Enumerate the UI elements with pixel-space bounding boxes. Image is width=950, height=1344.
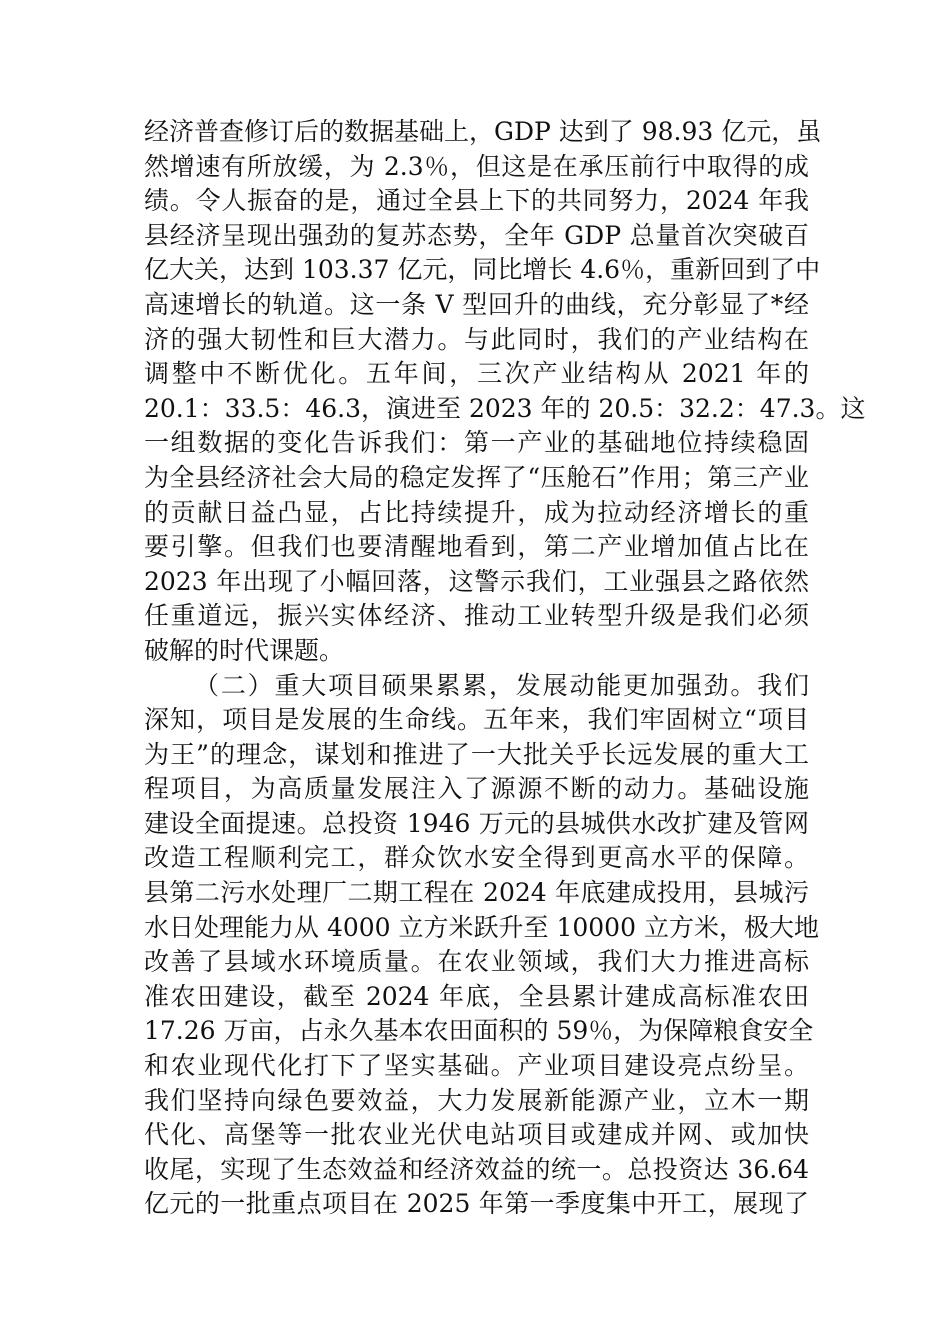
text-line: 亿大关，达到 103.37 亿元，同比增长 4.6％，重新回到了中 <box>144 255 821 285</box>
paragraph-end-line: 破解的时代课题。 <box>144 635 345 665</box>
text-line: 要引擎。但我们也要清醒地看到，第二产业增加值占比在 <box>144 532 809 562</box>
text-line: 准农田建设，截至 2024 年底，全县累计建成高标准农田 <box>144 981 809 1011</box>
text-line: 为王”的理念，谋划和推进了一大批关乎长远发展的重大工 <box>144 739 809 769</box>
body-text <box>144 115 866 1222</box>
text-line: 17.26 万亩，占永久基本农田面积的 59％，为保障粮食安全 <box>144 1016 814 1046</box>
text-line: 县经济呈现出强劲的复苏态势，全年 GDP 总量首次突破百 <box>144 220 809 250</box>
text-line: 水日处理能力从 4000 立方米跃升至 10000 立方米，极大地 <box>144 912 819 942</box>
text-line: 一组数据的变化告诉我们：第一产业的基础地位持续稳固 <box>144 428 809 458</box>
section-heading-line: （二）重大项目硕果累累，发展动能更加强劲。我们 <box>194 670 809 700</box>
text-line: 任重道远，振兴实体经济、推动工业转型升级是我们必须 <box>144 601 809 631</box>
text-line: 收尾，实现了生态效益和经济效益的统一。总投资达 36.64 <box>144 1154 809 1184</box>
text-line: 深知，项目是发展的生命线。五年来，我们牢固树立“项目 <box>144 705 809 735</box>
text-line: 程项目，为高质量发展注入了源源不断的动力。基础设施 <box>144 774 809 804</box>
text-line: 和农业现代化打下了坚实基础。产业项目建设亮点纷呈。 <box>144 1051 809 1081</box>
text-line: 2023 年出现了小幅回落，这警示我们，工业强县之路依然 <box>144 566 809 596</box>
text-line: 为全县经济社会大局的稳定发挥了“压舱石”作用；第三产业 <box>144 462 809 492</box>
text-line: 济的强大韧性和巨大潜力。与此同时，我们的产业结构在 <box>144 324 809 354</box>
text-line: 代化、高堡等一批农业光伏电站项目或建成并网、或加快 <box>144 1120 809 1150</box>
text-line: 高速增长的轨道。这一条 V 型回升的曲线，充分彰显了*经 <box>144 289 809 319</box>
text-line: 20.1：33.5：46.3，演进至 2023 年的 20.5：32.2：47.3。这 <box>144 393 866 423</box>
text-line: 经济普查修订后的数据基础上，GDP 达到了 98.93 亿元，虽 <box>144 117 822 146</box>
text-line: 我们坚持向绿色要效益，大力发展新能源产业，立木一期 <box>144 1085 809 1115</box>
text-line: 建设全面提速。总投资 1946 万元的县城供水改扩建及管网 <box>144 808 809 838</box>
text-line: 亿元的一批重点项目在 2025 年第一季度集中开工，展现了 <box>144 1189 809 1219</box>
text-line: 县第二污水处理厂二期工程在 2024 年底建成投用，县城污 <box>144 878 809 908</box>
text-line: 的贡献日益凸显，占比持续提升，成为拉动经济增长的重 <box>144 497 809 527</box>
text-line: 然增速有所放缓，为 2.3％，但这是在承压前行中取得的成 <box>144 151 809 181</box>
text-line: 改善了县域水环境质量。在农业领域，我们大力推进高标 <box>144 947 809 977</box>
text-line: 改造工程顺利完工，群众饮水安全得到更高水平的保障。 <box>144 843 809 873</box>
text-line: 调整中不断优化。五年间，三次产业结构从 2021 年的 <box>144 359 809 389</box>
text-line: 绩。令人振奋的是，通过全县上下的共同努力，2024 年我 <box>144 186 809 216</box>
